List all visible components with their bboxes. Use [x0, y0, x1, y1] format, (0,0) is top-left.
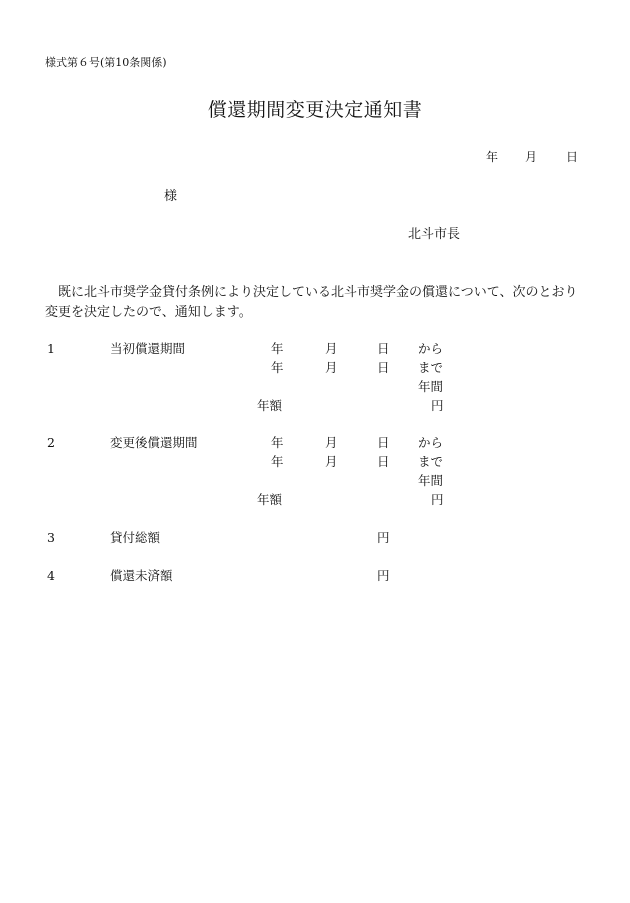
item-3-number: 3 [47, 530, 55, 545]
item-2-annual-unit: 円 [431, 492, 444, 507]
item-1-start-year: 年 [271, 341, 284, 356]
item-2-end-suffix: まで [418, 454, 444, 469]
item-2-years-unit: 年間 [418, 473, 444, 488]
item-2-end-month: 月 [325, 454, 338, 469]
item-1-start-day: 日 [377, 341, 390, 356]
item-1-years-unit: 年間 [418, 379, 444, 394]
item-2-annual-label: 年額 [257, 492, 283, 507]
item-1-annual-label: 年額 [257, 398, 283, 413]
item-2-end-day: 日 [377, 454, 390, 469]
item-3-unit: 円 [377, 530, 390, 545]
item-1-start-month: 月 [325, 341, 338, 356]
form-number: 様式第６号(第10条関係) [45, 56, 167, 69]
item-3-label: 貸付総額 [110, 530, 161, 545]
date-day: 日 [566, 150, 579, 164]
item-1-number: 1 [47, 341, 55, 356]
item-2-label: 変更後償還期間 [110, 435, 198, 450]
item-1-start-suffix: から [418, 341, 444, 356]
body-text: 既に北斗市奨学金貸付条例により決定している北斗市奨学金の償還について、次のとおり変更を決定したので、通知します。 [45, 285, 578, 320]
item-1-end-suffix: まで [418, 360, 444, 375]
item-2-end-year: 年 [271, 454, 284, 469]
addressee-suffix: 様 [164, 189, 178, 204]
item-1-end-day: 日 [377, 360, 390, 375]
item-4-number: 4 [47, 568, 55, 583]
item-2-start-suffix: から [418, 435, 444, 450]
item-2-number: 2 [47, 435, 55, 450]
item-1-end-year: 年 [271, 360, 284, 375]
issuer-name: 北斗市長 [408, 227, 461, 242]
document-title: 償還期間変更決定通知書 [207, 99, 423, 121]
item-1-label: 当初償還期間 [110, 341, 186, 356]
item-1-annual-unit: 円 [431, 398, 444, 413]
item-2-start-year: 年 [271, 435, 284, 450]
item-1-end-month: 月 [325, 360, 338, 375]
item-4-unit: 円 [377, 568, 390, 583]
item-2-start-day: 日 [377, 435, 390, 450]
item-2-start-month: 月 [325, 435, 338, 450]
item-4-label: 償還未済額 [110, 568, 173, 583]
date-year: 年 [486, 150, 499, 164]
date-month: 月 [525, 150, 538, 164]
